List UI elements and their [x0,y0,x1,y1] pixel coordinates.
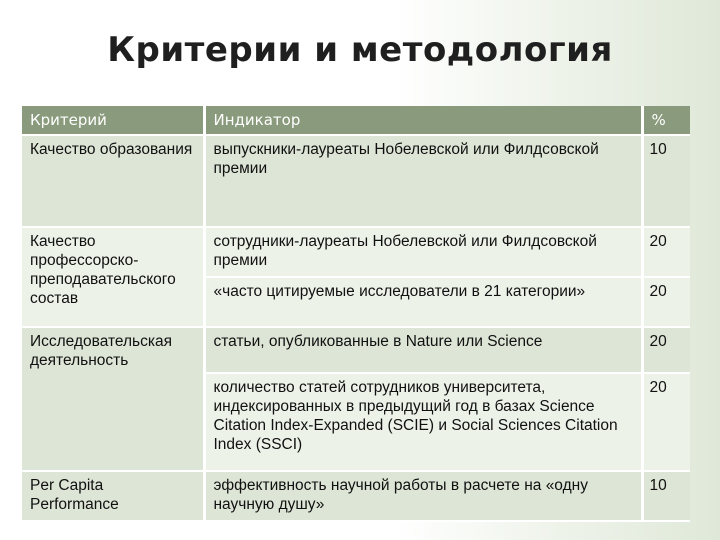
indicator-cell: количество статей сотрудников университета, индексированных в предыдущий год в базах Science Citation Index-Expanded (SCIE) и Social Sciences Citation Index (SSCI) [204,373,642,471]
percent-cell: 10 [642,135,690,227]
table-row [22,471,690,521]
table-row [22,227,690,277]
percent-cell: 20 [642,227,690,277]
percent-cell: 10 [642,471,690,521]
indicator-cell: сотрудники-лауреаты Нобелевской или Филдсовской премии [204,227,642,277]
criterion-cell: Исследовательская деятельность [22,327,204,471]
indicator-cell: статьи, опубликованные в Nature или Science [204,327,642,373]
header-criterion: Критерий [22,106,204,135]
percent-cell: 20 [642,373,690,471]
criteria-table [22,106,690,522]
indicator-cell: «часто цитируемые исследователи в 21 категории» [204,277,642,327]
indicator-cell: эффективность научной работы в расчете на «одну научную душу» [204,471,642,521]
table-row [22,327,690,373]
percent-cell: 20 [642,327,690,373]
table-header-row [22,106,690,135]
criterion-cell: Per Capita Performance [22,471,204,521]
criterion-cell: Качество профессорско-преподавательского состав [22,227,204,327]
header-percent: % [642,106,690,135]
table-row [22,135,690,227]
header-indicator: Индикатор [204,106,642,135]
indicator-cell: выпускники-лауреаты Нобелевской или Филдсовской премии [204,135,642,227]
criterion-cell: Качество образования [22,135,204,227]
slide-title: Критерии и методология [107,30,613,70]
percent-cell: 20 [642,277,690,327]
